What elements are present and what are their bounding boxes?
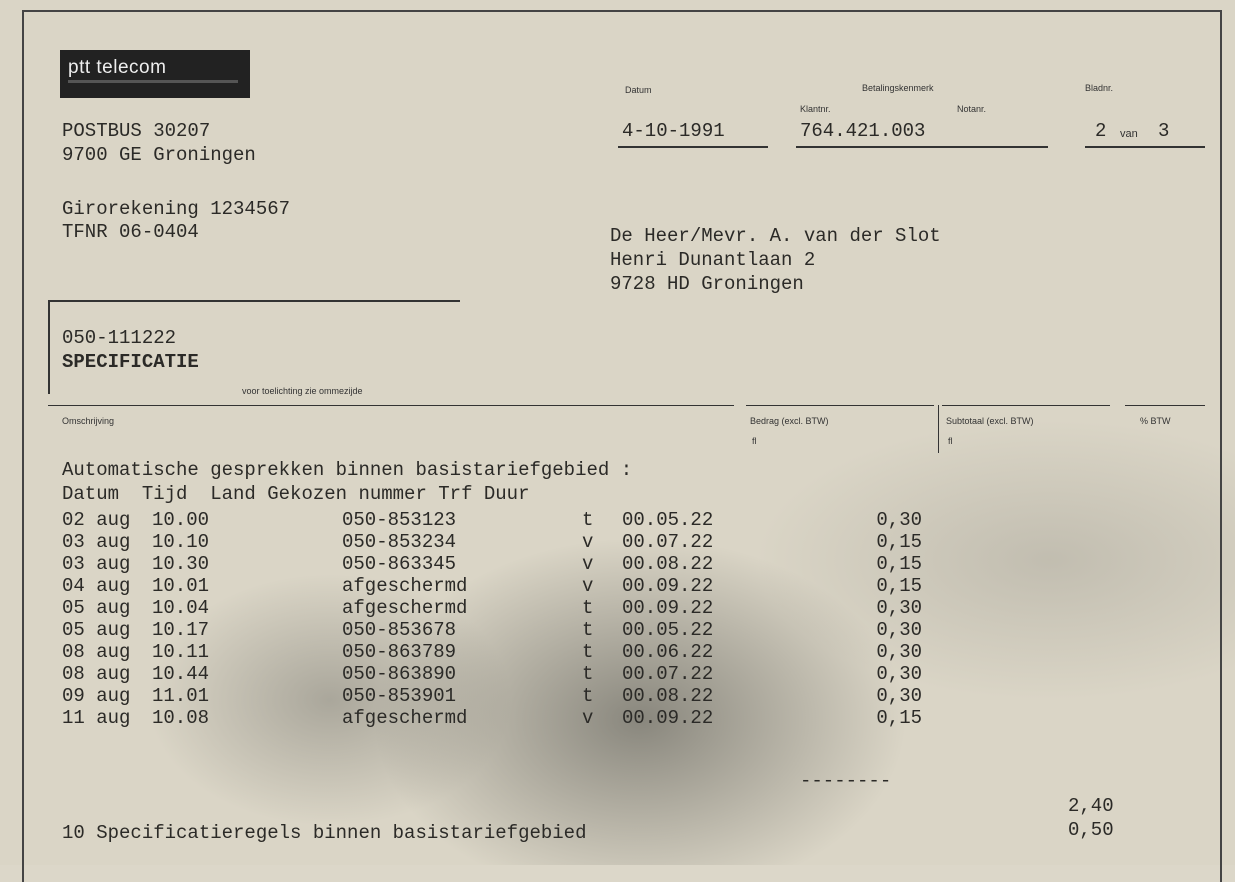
recipient-street: Henri Dunantlaan 2 (610, 249, 816, 271)
table-row: 02 aug 10.00 050-853123 t 00.05.22 0,30 (62, 509, 922, 531)
summary-amount: 0,50 (1068, 819, 1114, 841)
betalingskenmerk-value: 764.421.003 (800, 120, 926, 142)
invoice-date: 4-10-1991 (622, 120, 725, 142)
notanr-label: Notanr. (957, 104, 987, 114)
recipient-name: De Heer/Mevr. A. van der Slot (610, 225, 941, 247)
recipient-city: 9728 HD Groningen (610, 273, 804, 295)
table-row: 03 aug 10.30 050-863345 v 00.08.22 0,15 (62, 553, 922, 575)
bladnr-label: Bladnr. (1085, 83, 1114, 93)
betalingskenmerk-label: Betalingskenmerk (862, 83, 934, 93)
logo-text: ptt telecom (68, 57, 167, 78)
subtotaal-label: Subtotaal (excl. BTW) (946, 416, 1034, 426)
subtotaal-unit: fl (948, 436, 953, 446)
table-row: 08 aug 10.44 050-863890 t 00.07.22 0,30 (62, 663, 922, 685)
table-row: 09 aug 11.01 050-853901 t 00.08.22 0,30 (62, 685, 922, 707)
bladnr-total: 3 (1158, 120, 1170, 142)
calls-total: 2,40 (1068, 795, 1114, 817)
specification-title: SPECIFICATIE (62, 351, 199, 373)
sender-tfnr: TFNR 06-0404 (62, 221, 199, 243)
section-title: Automatische gesprekken binnen basistariefgebied : (62, 459, 633, 481)
bedrag-unit: fl (752, 436, 757, 446)
bladnr-value: 2 (1095, 120, 1107, 142)
ptt-telecom-logo (60, 50, 250, 98)
table-row: 11 aug 10.08 afgeschermd v 00.09.22 0,15 (62, 707, 922, 729)
account-phone: 050-111222 (62, 327, 177, 349)
btw-label: % BTW (1140, 416, 1171, 426)
omschrijving-label: Omschrijving (62, 416, 115, 426)
sum-separator: -------- (800, 770, 892, 792)
summary-line: 10 Specificatieregels binnen basistariefgebied (62, 822, 587, 844)
call-table (62, 509, 922, 729)
specification-note: voor toelichting zie ommezijde (242, 386, 363, 396)
sender-city: 9700 GE Groningen (62, 144, 256, 166)
datum-label: Datum (625, 85, 652, 95)
bladnr-van: van (1120, 128, 1138, 140)
table-row: 08 aug 10.11 050-863789 t 00.06.22 0,30 (62, 641, 922, 663)
sender-postbus: POSTBUS 30207 (62, 120, 211, 142)
call-table-header: Datum Tijd Land Gekozen nummer Trf Duur (62, 483, 530, 505)
table-row: 05 aug 10.17 050-853678 t 00.05.22 0,30 (62, 619, 922, 641)
table-row: 05 aug 10.04 afgeschermd t 00.09.22 0,30 (62, 597, 922, 619)
klantnr-label: Klantnr. (800, 104, 831, 114)
bedrag-label: Bedrag (excl. BTW) (750, 416, 829, 426)
sender-giro: Girorekening 1234567 (62, 198, 291, 220)
table-row: 03 aug 10.10 050-853234 v 00.07.22 0,15 (62, 531, 922, 553)
table-row: 04 aug 10.01 afgeschermd v 00.09.22 0,15 (62, 575, 922, 597)
